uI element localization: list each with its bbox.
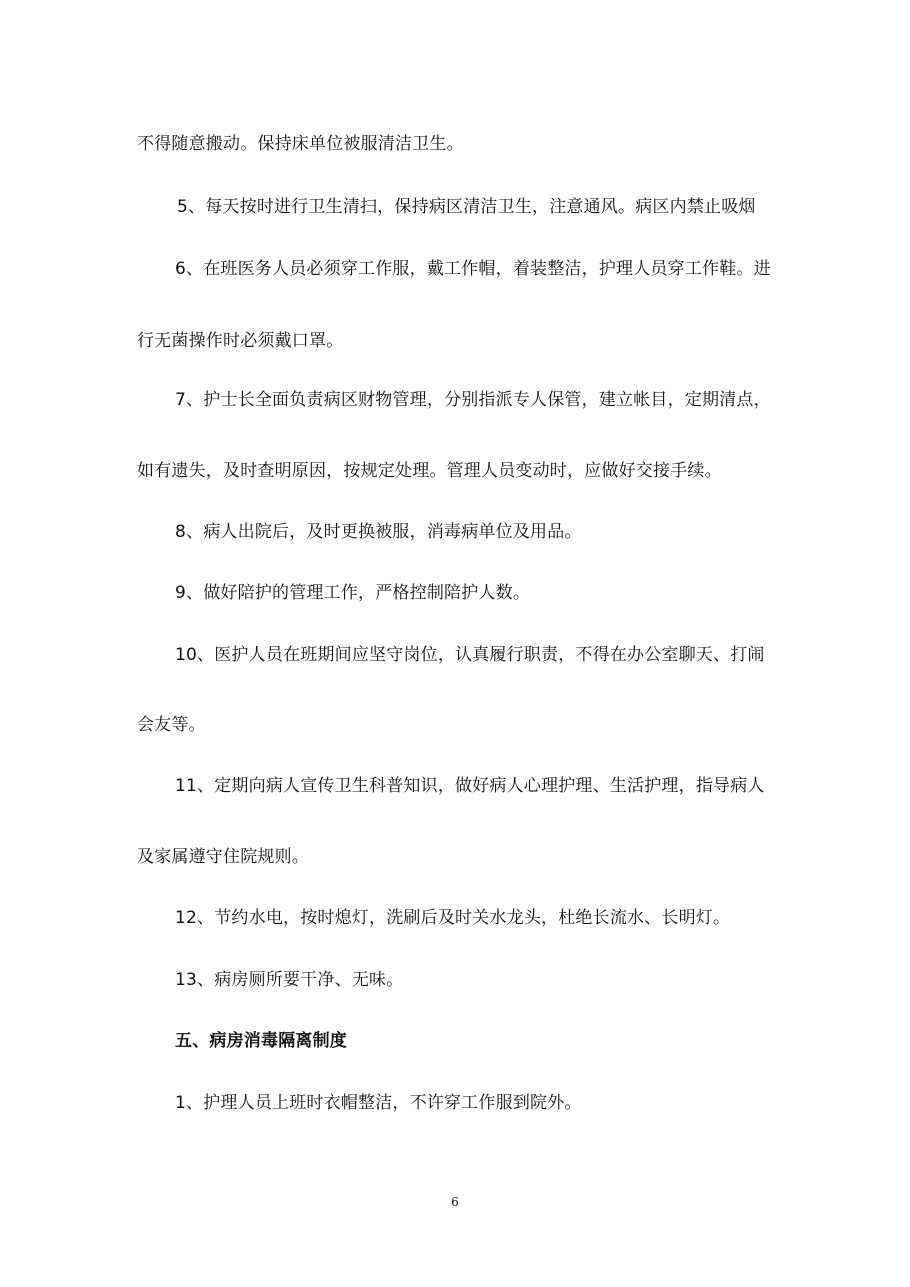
- text-line-7: 8、病人出院后，及时更换被服，消毒病单位及用品。: [175, 522, 582, 542]
- text-line-4: 行无菌操作时必须戴口罩。: [137, 331, 344, 351]
- text-line-9: 10、医护人员在班期间应坚守岗位，认真履行职责，不得在办公室聊天、打闹: [175, 645, 765, 665]
- text-line-10: 会友等。: [137, 715, 206, 735]
- text-line-13: 12、节约水电，按时熄灯，洗刷后及时关水龙头，杜绝长流水、长明灯。: [175, 908, 731, 928]
- text-line-8: 9、做好陪护的管理工作，严格控制陪护人数。: [175, 583, 531, 603]
- text-line-1: 不得随意搬动。保持床单位被服清洁卫生。: [137, 134, 464, 154]
- text-line-12: 及家属遵守住院规则。: [137, 847, 309, 867]
- text-line-11: 11、定期向病人宣传卫生科普知识，做好病人心理护理、生活护理，指导病人: [175, 776, 765, 796]
- text-line-14: 13、病房厕所要干净、无味。: [175, 970, 404, 990]
- text-line-6: 如有遗失，及时查明原因，按规定处理。管理人员变动时，应做好交接手续。: [137, 461, 722, 481]
- text-line-5: 7、护士长全面负责病区财物管理，分别指派专人保管，建立帐目，定期清点，: [175, 390, 771, 410]
- text-line-16: 1、护理人员上班时衣帽整洁，不许穿工作服到院外。: [175, 1093, 582, 1113]
- text-line-2: 5、每天按时进行卫生清扫，保持病区清洁卫生，注意通风。病区内禁止吸烟: [177, 197, 756, 217]
- text-line-3: 6、在班医务人员必须穿工作服，戴工作帽，着装整洁，护理人员穿工作鞋。进: [175, 259, 771, 279]
- page-number: 6: [451, 1195, 459, 1209]
- section-heading: 五、病房消毒隔离制度: [175, 1031, 347, 1051]
